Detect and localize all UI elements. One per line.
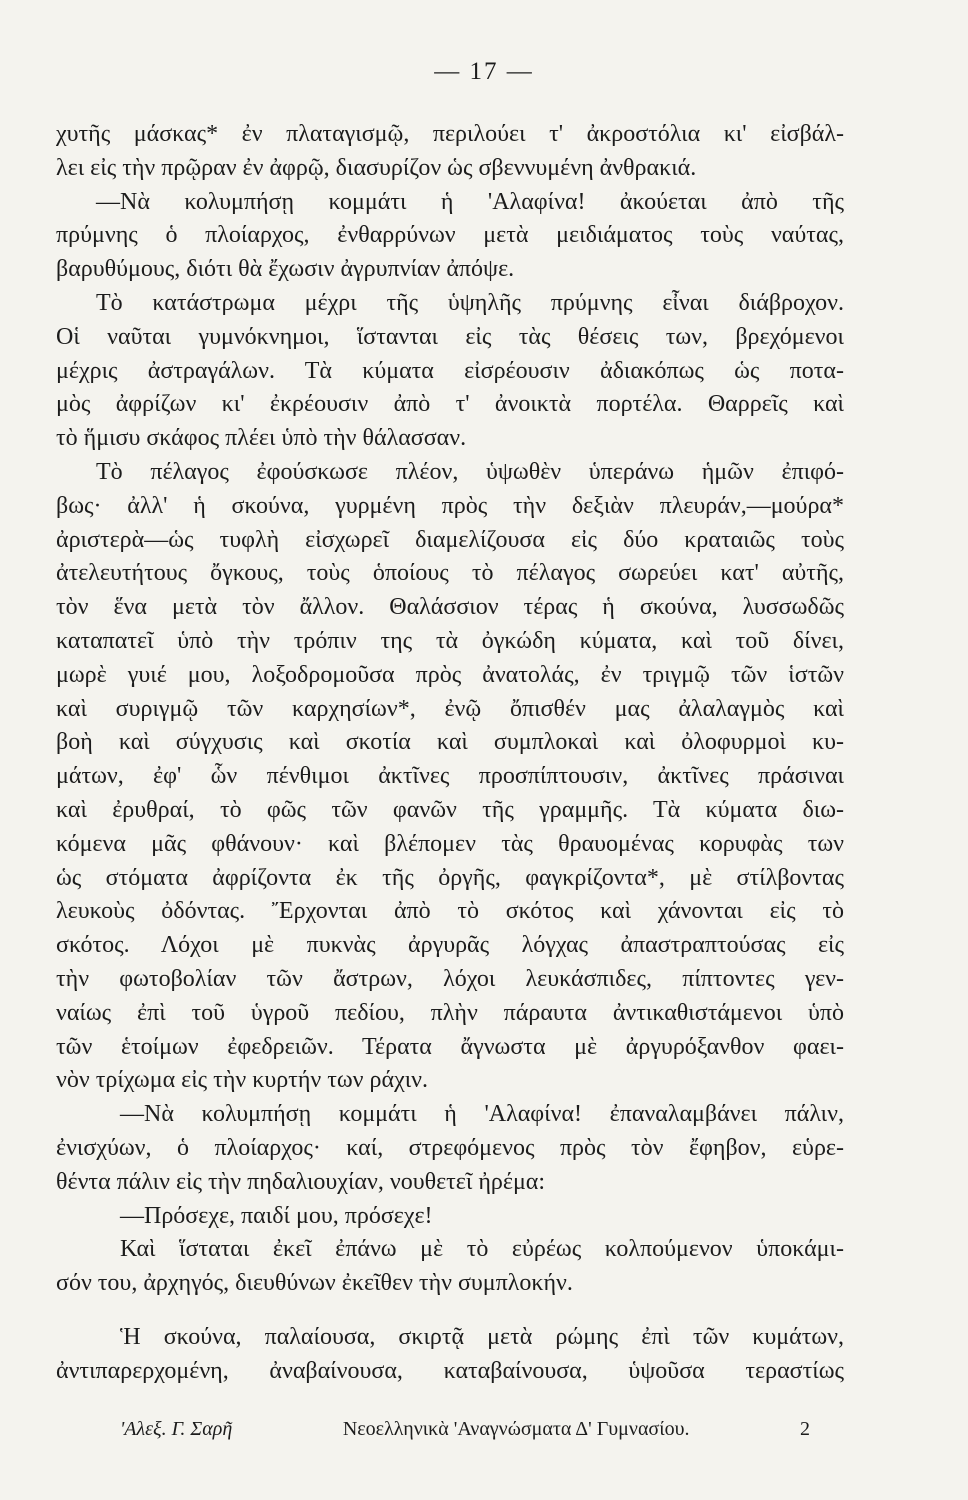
page-number: — 17 — [434,58,534,85]
text-line: κόμενα μᾶς φθάνουν· καὶ βλέπομεν τὰς θραυομένας κορυφὰς των [56,830,844,857]
paragraph-gap [56,1301,844,1321]
text-line: τὸ ἥμισυ σκάφος πλέει ὑπὸ τὴν θάλασσαν. [56,425,467,452]
text-line: τῶν ἑτοίμων ἐφεδρειῶν. Τέρατα ἄγνωστα μὲ ἀργυρόξανθον φαει- [56,1033,844,1060]
text-line: μωρὲ γυιέ μου, λοξοδρομοῦσα πρὸς ἀνατολάς, ἐν τριγμῷ τῶν ἱστῶν [56,661,844,688]
text-line: μάτων, ἐφ' ὧν πένθιμοι ἀκτῖνες προσπίπτουσιν, ἀκτῖνες πράσιναι [56,763,844,790]
text-line: πρύμνης ὁ πλοίαρχος, ἐνθαρρύνων μετὰ μειδιάματος τοὺς ναύτας, [56,222,844,249]
text-line: —Νὰ κολυμπήσῃ κομμάτι ἡ 'Αλαφίνα! ἐπαναλαμβάνει πάλιν, [120,1101,844,1128]
text-line: χυτῆς μάσκας* ἐν πλαταγισμῷ, περιλούει τ' ἀκροστόλια κι' εἰσβάλ- [56,121,844,147]
text-line: Ἡ σκούνα, παλαίουσα, σκιρτᾷ μετὰ ρώμης ἐπὶ τῶν κυμάτων, [120,1323,844,1350]
text-line: βαρυθύμους, διότι θὰ ἔχωσιν ἀγρυπνίαν ἀπόψε. [56,256,515,283]
footer-title: Νεοελληνικὰ 'Αναγνώσματα Δ' Γυμνασίου. [342,1418,690,1440]
text-line: ἐνισχύων, ὁ πλοίαρχος· καί, στρεφόμενος πρὸς τὸν ἔφηβον, εὑρε- [56,1134,844,1161]
text-line: ναίως ἐπὶ τοῦ ὑγροῦ πεδίου, πλὴν πάραυτα ἀντικαθιστάμενοι ὑπὸ [56,999,844,1026]
text-line: Καὶ ἵσταται ἐκεῖ ἐπάνω μὲ τὸ εὐρέως κολπούμενον ὑποκάμι- [120,1236,844,1263]
text-line: Τὸ κατάστρωμα μέχρι τῆς ὑψηλῆς πρύμνης εἶναι διάβροχον. [96,289,844,316]
text-line: μὸς ἀφρίζων κι' ἐκρέουσιν ἀπὸ τ' ἀνοικτὰ πορτέλα. Θαρρεῖς καὶ [56,391,844,418]
text-line: Οἱ ναῦται γυμνόκνημοι, ἵστανται εἰς τὰς θέσεις των, βρεχόμενοι [56,323,844,350]
text-line: βως· ἀλλ' ἡ σκούνα, γυρμένη πρὸς τὴν δεξιὰν πλευράν,—μούρα* [56,492,844,519]
text-line: τὸν ἕνα μετὰ τὸν ἄλλον. Θαλάσσιον τέρας ἡ σκούνα, λυσσωδῶς [56,594,844,621]
text-line: μέχρις ἀστραγάλων. Τὰ κύματα εἰσρέουσιν ἀδιακόπως ὡς ποτα- [56,357,844,384]
text-line: νὸν τρίχωμα εἰς τὴν κυρτήν των ράχιν. [56,1067,429,1094]
text-line: λει εἰς τὴν πρῷραν ἐν ἀφρῷ, διασυρίζον ὡς σβεννυμένη ἀνθρακιά. [56,154,697,181]
footer-sheet-number: 2 [800,1418,810,1440]
text-line: σκότος. Λόχοι μὲ πυκνὰς ἀργυρᾶς λόγχας ἀπαστραπτούσας εἰς [56,932,844,959]
text-line: ἀτελευτήτους ὄγκους, τοὺς ὁποίους τὸ πέλαγος σωρεύει κατ' αὐτῆς, [56,560,844,587]
text-line: ὡς στόματα ἀφρίζοντα ἐκ τῆς ὀργῆς, φαγκρίζοντα*, μὲ στίλβοντας [56,864,844,891]
footer-author: 'Αλεξ. Γ. Σαρῆ [120,1418,233,1440]
text-line: θέντα πάλιν εἰς τὴν πηδαλιουχίαν, νουθετεῖ ἠρέμα: [56,1168,546,1195]
text-line: ἀριστερὰ—ὡς τυφλὴ εἰσχωρεῖ διαμελίζουσα εἰς δύο κραταιῶς τοὺς [56,526,844,553]
page-footer [120,1418,810,1441]
body-text [56,118,844,1388]
text-line: λευκοὺς ὀδόντας. Ἔρχονται ἀπὸ τὸ σκότος καὶ χάνονται εἰς τὸ [56,898,844,925]
text-line: σόν του, ἀρχηγός, διευθύνων ἐκεῖθεν τὴν συμπλοκήν. [56,1270,573,1297]
text-line: —Πρόσεχε, παιδί μου, πρόσεχε! [120,1202,433,1229]
text-line: καὶ ἐρυθραί, τὸ φῶς τῶν φανῶν τῆς γραμμῆς. Τὰ κύματα διω- [56,796,844,823]
text-line: ἀντιπαρερχομένη, ἀναβαίνουσα, καταβαίνουσα, ὑψοῦσα τεραστίως [56,1357,844,1384]
text-line: Τὸ πέλαγος ἐφούσκωσε πλέον, ὑψωθὲν ὑπεράνω ἡμῶν ἐπιφό- [96,458,844,485]
text-line: καταπατεῖ ὑπὸ τὴν τρόπιν της τὰ ὀγκώδη κύματα, καὶ τοῦ δίνει, [56,627,844,654]
text-line: τὴν φωτοβολίαν τῶν ἄστρων, λόχοι λευκάσπιδες, πίπτοντες γεν- [56,965,844,992]
text-line: βοὴ καὶ σύγχυσις καὶ σκοτία καὶ συμπλοκαὶ καὶ ὀλοφυρμοὶ κυ- [56,729,844,756]
text-line: —Νὰ κολυμπήσῃ κομμάτι ἡ 'Αλαφίνα! ἀκούεται ἀπὸ τῆς [96,188,844,215]
text-line: καὶ συριγμῷ τῶν καρχησίων*, ἐνῷ ὄπισθέν μας ἀλαλαγμὸς καὶ [56,695,844,722]
